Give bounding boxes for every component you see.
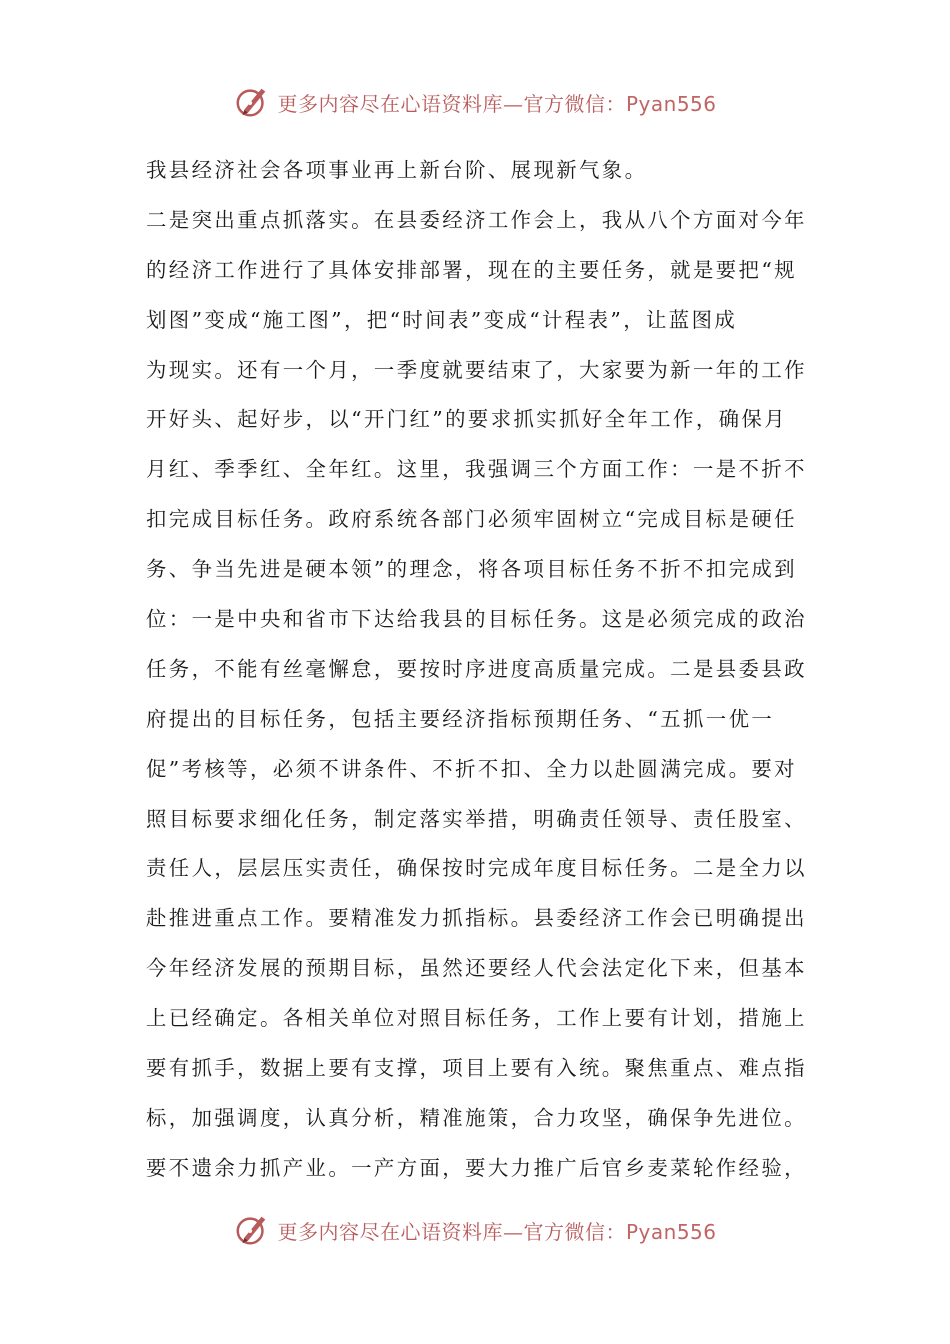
pen-in-circle-logo-icon <box>233 1211 271 1249</box>
footer-banner-label: 更多内容尽在心语资料库—官方微信： <box>277 1219 626 1244</box>
footer-banner-text <box>277 1216 716 1245</box>
body-text-line: 二是突出重点抓落实。在县委经济工作会上，我从八个方面对今年 <box>146 207 807 232</box>
footer-banner <box>0 1210 950 1250</box>
body-text-line: 上已经确定。各相关单位对照目标任务，工作上要有计划，措施上 <box>146 1006 807 1031</box>
body-text-line: 照目标要求细化任务，制定落实举措，明确责任领导、责任股室、 <box>146 806 807 831</box>
body-text-line: 划图”变成“施工图”，把“时间表”变成“计程表”，让蓝图成 <box>146 307 738 332</box>
header-banner <box>0 82 950 122</box>
body-text-line: 的经济工作进行了具体安排部署，现在的主要任务，就是要把“规 <box>146 257 797 282</box>
body-text-line: 要有抓手，数据上要有支撑，项目上要有入统。聚焦重点、难点指 <box>146 1056 807 1081</box>
body-text-line: 任务，不能有丝毫懈怠，要按时序进度高质量完成。二是县委县政 <box>146 656 807 681</box>
footer-banner-handle: Pyan556 <box>625 1219 717 1244</box>
body-text-line: 为现实。还有一个月，一季度就要结束了，大家要为新一年的工作 <box>146 357 807 382</box>
body-text-line: 月红、季季红、全年红。这里，我强调三个方面工作：一是不折不 <box>146 457 807 482</box>
body-text-line: 务、争当先进是硬本领”的理念，将各项目标任务不折不扣完成到 <box>146 557 797 582</box>
body-text-line: 促”考核等，必须不讲条件、不折不扣、全力以赴圆满完成。要对 <box>146 756 797 781</box>
body-text-line: 要不遗余力抓产业。一产方面，要大力推广后官乡麦菜轮作经验， <box>146 1155 807 1180</box>
body-text-line: 责任人，层层压实责任，确保按时完成年度目标任务。二是全力以 <box>146 856 807 881</box>
body-text-line: 赴推进重点工作。要精准发力抓指标。县委经济工作会已明确提出 <box>146 906 807 931</box>
header-banner-handle: Pyan556 <box>625 91 717 116</box>
header-banner-label: 更多内容尽在心语资料库—官方微信： <box>277 91 626 116</box>
body-text-line: 今年经济发展的预期目标，虽然还要经人代会法定化下来，但基本 <box>146 956 807 981</box>
pen-in-circle-logo-icon <box>233 83 271 121</box>
body-text-line: 标，加强调度，认真分析，精准施策，合力攻坚，确保争先进位。 <box>146 1105 807 1130</box>
body-text-line: 扣完成目标任务。政府系统各部门必须牢固树立“完成目标是硬任 <box>146 507 797 532</box>
body-text-line: 府提出的目标任务，包括主要经济指标预期任务、“五抓一优一 <box>146 706 775 731</box>
body-text-line: 位：一是中央和省市下达给我县的目标任务。这是必须完成的政治 <box>146 607 807 632</box>
header-banner-text <box>277 88 716 117</box>
body-text-line: 我县经济社会各项事业再上新台阶、展现新气象。 <box>146 158 648 182</box>
document-body <box>146 146 806 1194</box>
body-text-line: 开好头、起好步，以“开门红”的要求抓实抓好全年工作，确保月 <box>146 407 787 432</box>
